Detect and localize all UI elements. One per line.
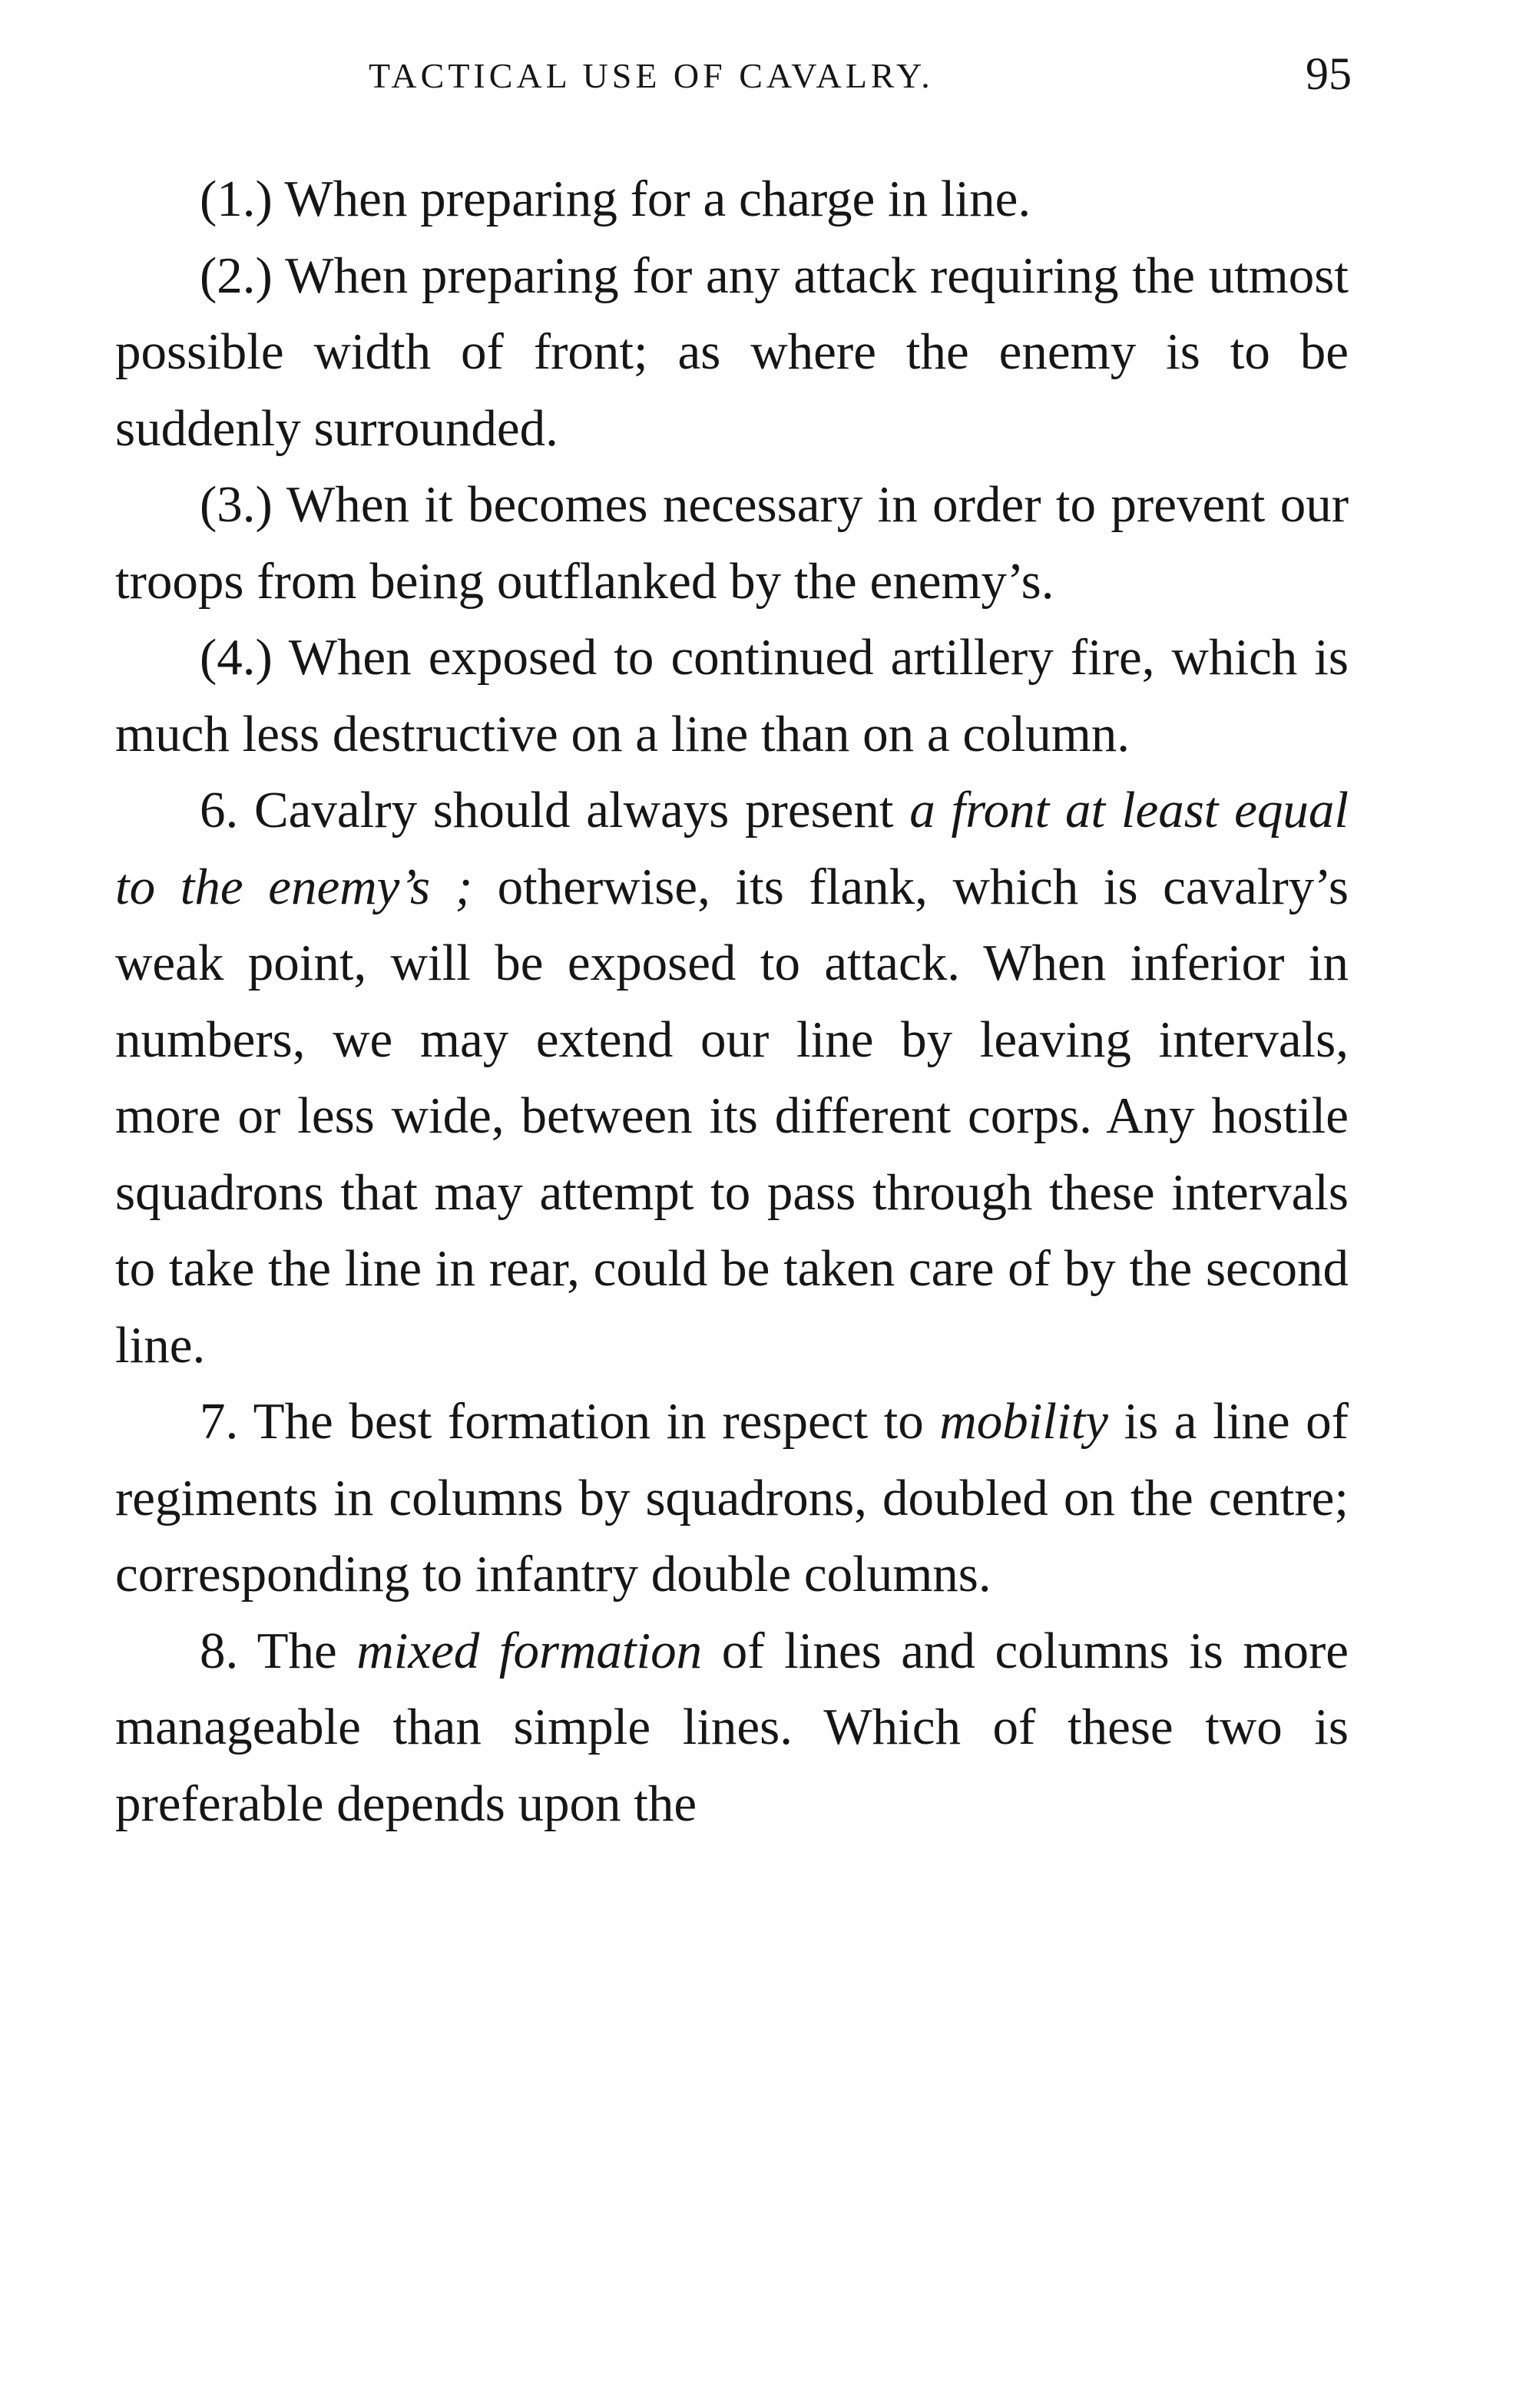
body-text [115, 161, 1349, 1842]
paragraph-text: 6. Cavalry should always present [200, 782, 910, 838]
paragraph-text: of lines and columns is more manageable than simple lines. Which of these two is preferable depends upon the [115, 1622, 1349, 1832]
paragraph-7 [115, 1384, 1349, 1613]
italic-phrase: mobility [939, 1393, 1108, 1450]
paragraph-text: (3.) When it becomes necessary in order to prevent our troops from being outflanked by the enemy’s. [115, 476, 1349, 610]
paragraph-2 [115, 238, 1349, 468]
italic-phrase: mixed formation [356, 1622, 703, 1679]
paragraph-1 [115, 161, 1349, 238]
page-header [115, 48, 1352, 117]
paragraph-text: 7. The best formation in respect to [200, 1393, 940, 1450]
paragraph-text: otherwise, its flank, which is cavalry’s weak point, will be exposed to attack. When inferior in numbers, we may extend our line by leaving intervals, more or less wide, between its different corps. Any hostile squadrons that may attempt to pass through these intervals to take the line in rear, could be taken care of by the second line. [115, 858, 1349, 1374]
paragraph-3 [115, 467, 1349, 620]
paragraph-6 [115, 772, 1349, 1384]
paragraph-text: is a line of regiments in columns by squadrons, doubled on the centre; corresponding to infantry double columns. [115, 1393, 1349, 1603]
page-number: 95 [1306, 48, 1352, 99]
paragraph-text: 8. The [200, 1622, 357, 1679]
paragraph-8 [115, 1613, 1349, 1843]
italic-phrase: a front at least equal to the enemy’s ; [115, 782, 1349, 915]
paragraph-text: (1.) When preparing for a charge in line. [200, 170, 1031, 227]
running-title: TACTICAL USE OF CAVALRY. [369, 56, 934, 95]
paragraph-text: (2.) When preparing for any attack requiring the utmost possible width of front; as where the enemy is to be suddenly surrounded. [115, 246, 1349, 457]
paragraph-4 [115, 620, 1349, 772]
paragraph-text: (4.) When exposed to continued artillery fire, which is much less destructive on a line than on a column. [115, 629, 1349, 762]
